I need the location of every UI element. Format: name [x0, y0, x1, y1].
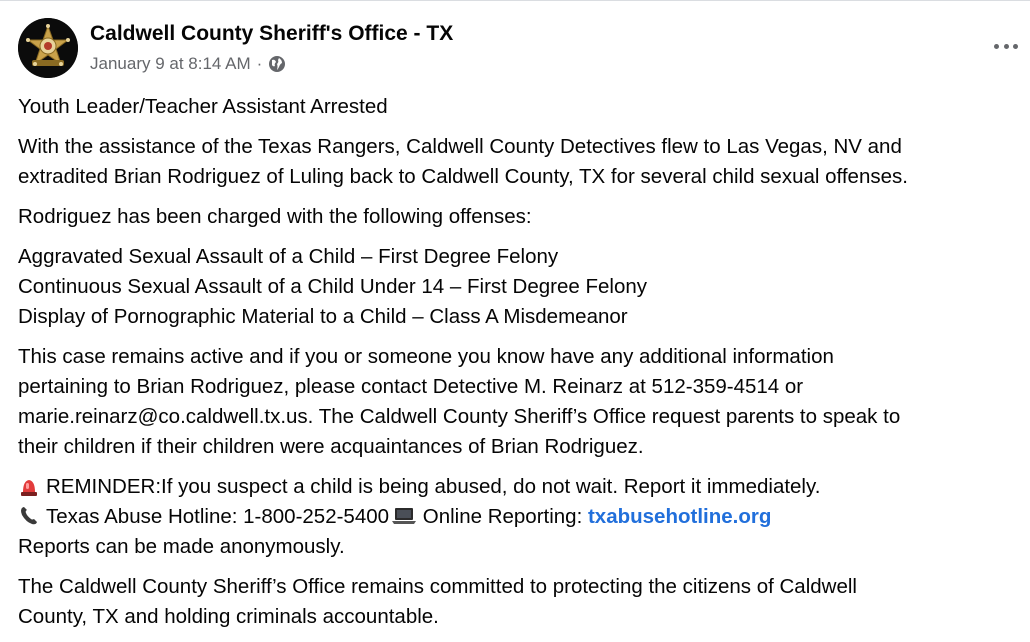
post-author[interactable]: Caldwell County Sheriff's Office - TX: [90, 22, 454, 45]
contact-paragraph: This case remains active and if you or someone you know have any additional information pertaining to Brian Rodriguez, please contact Detective M. Reinarz at 512-359-4514 or marie.reinarz@co.caldwell.tx.us. The Caldwell County Sheriff’s Office request parents to speak to their children if their children were acquaintances of Brian Rodriguez.: [18, 345, 901, 458]
post-timestamp[interactable]: January 9 at 8:14 AM: [90, 54, 251, 73]
meta-separator: ·: [256, 54, 263, 73]
reminder-paragraph: [18, 472, 1026, 562]
charges-intro: Rodriguez has been charged with the following offenses:: [18, 205, 532, 228]
more-options-icon[interactable]: [994, 34, 1018, 58]
post-header: [18, 18, 1018, 82]
charge-item: Continuous Sexual Assault of a Child Under 14 – First Degree Felony: [18, 275, 648, 298]
divider: [0, 0, 1030, 1]
laptop-icon: [391, 505, 417, 527]
post-meta: [90, 54, 286, 74]
hotline-link[interactable]: txabusehotline.org: [587, 505, 772, 528]
charge-item: Display of Pornographic Material to a Child – Class A Misdemeanor: [18, 305, 628, 328]
charges-list: [18, 242, 1026, 332]
closing-paragraph: The Caldwell County Sheriff’s Office remains committed to protecting the citizens of Caldwell County, TX and holding criminals accountable.: [18, 575, 857, 628]
anonymous-text: Reports can be made anonymously.: [18, 535, 345, 558]
siren-icon: [18, 475, 40, 497]
telephone-icon: [18, 505, 40, 527]
hotline-text: Texas Abuse Hotline: 1-800-252-5400: [46, 505, 390, 528]
online-reporting-label: Online Reporting:: [417, 505, 588, 528]
avatar[interactable]: [18, 18, 78, 78]
post-headline: Youth Leader/Teacher Assistant Arrested: [18, 95, 388, 118]
reminder-text: REMINDER:If you suspect a child is being abused, do not wait. Report it immediately.: [46, 475, 821, 498]
post-body: [18, 92, 1026, 642]
post-intro: With the assistance of the Texas Rangers, Caldwell County Detectives flew to Las Vegas, NV and extradited Brian Rodriguez of Luling back to Caldwell County, TX for several child sexual offenses.: [18, 135, 908, 188]
sheriff-badge-icon: [18, 18, 78, 78]
globe-icon[interactable]: [268, 55, 286, 73]
charge-item: Aggravated Sexual Assault of a Child – First Degree Felony: [18, 245, 559, 268]
